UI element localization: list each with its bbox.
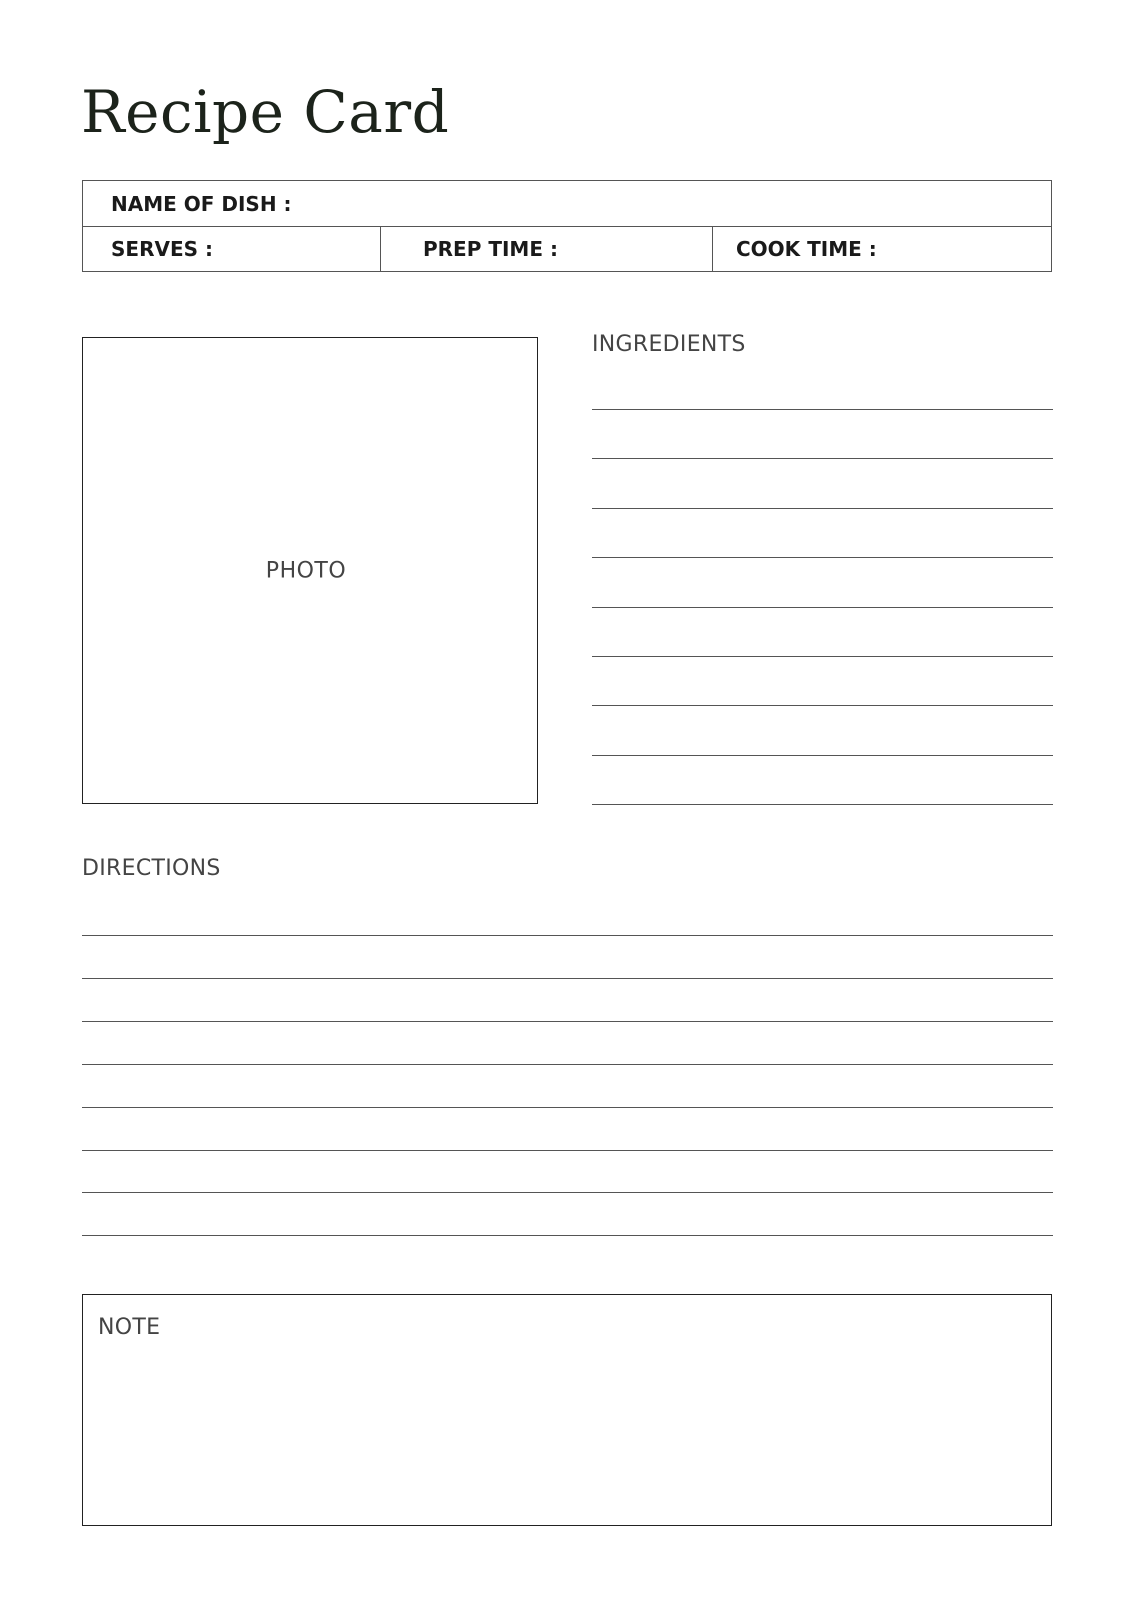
cook-time-label: COOK TIME : bbox=[736, 237, 877, 261]
prep-time-label: PREP TIME : bbox=[423, 237, 558, 261]
photo-label: PHOTO bbox=[265, 558, 347, 583]
name-of-dish-row[interactable] bbox=[83, 181, 1051, 227]
direction-line[interactable] bbox=[82, 1150, 1053, 1151]
direction-line[interactable] bbox=[82, 1235, 1053, 1236]
ingredient-line[interactable] bbox=[592, 705, 1053, 706]
prep-time-field[interactable] bbox=[381, 227, 713, 271]
ingredient-line[interactable] bbox=[592, 804, 1053, 805]
photo-placeholder[interactable] bbox=[82, 337, 538, 804]
direction-line[interactable] bbox=[82, 1192, 1053, 1193]
direction-line[interactable] bbox=[82, 1107, 1053, 1108]
direction-line[interactable] bbox=[82, 1064, 1053, 1065]
ingredient-line[interactable] bbox=[592, 458, 1053, 459]
ingredient-line[interactable] bbox=[592, 409, 1053, 410]
ingredient-line[interactable] bbox=[592, 755, 1053, 756]
note-box[interactable] bbox=[82, 1294, 1052, 1526]
directions-heading: DIRECTIONS bbox=[82, 856, 221, 881]
name-of-dish-label: NAME OF DISH : bbox=[111, 191, 292, 216]
ingredients-heading: INGREDIENTS bbox=[592, 332, 746, 357]
ingredient-line[interactable] bbox=[592, 557, 1053, 558]
ingredient-line[interactable] bbox=[592, 508, 1053, 509]
recipe-meta-row bbox=[83, 227, 1051, 271]
direction-line[interactable] bbox=[82, 935, 1053, 936]
ingredient-line[interactable] bbox=[592, 656, 1053, 657]
direction-line[interactable] bbox=[82, 1021, 1053, 1022]
ingredient-line[interactable] bbox=[592, 607, 1053, 608]
cook-time-field[interactable] bbox=[713, 227, 1051, 271]
serves-field[interactable] bbox=[83, 227, 381, 271]
note-heading: NOTE bbox=[98, 1315, 161, 1340]
direction-line[interactable] bbox=[82, 978, 1053, 979]
page-title: Recipe Card bbox=[81, 78, 450, 146]
serves-label: SERVES : bbox=[111, 237, 213, 261]
recipe-info-table bbox=[82, 180, 1052, 272]
